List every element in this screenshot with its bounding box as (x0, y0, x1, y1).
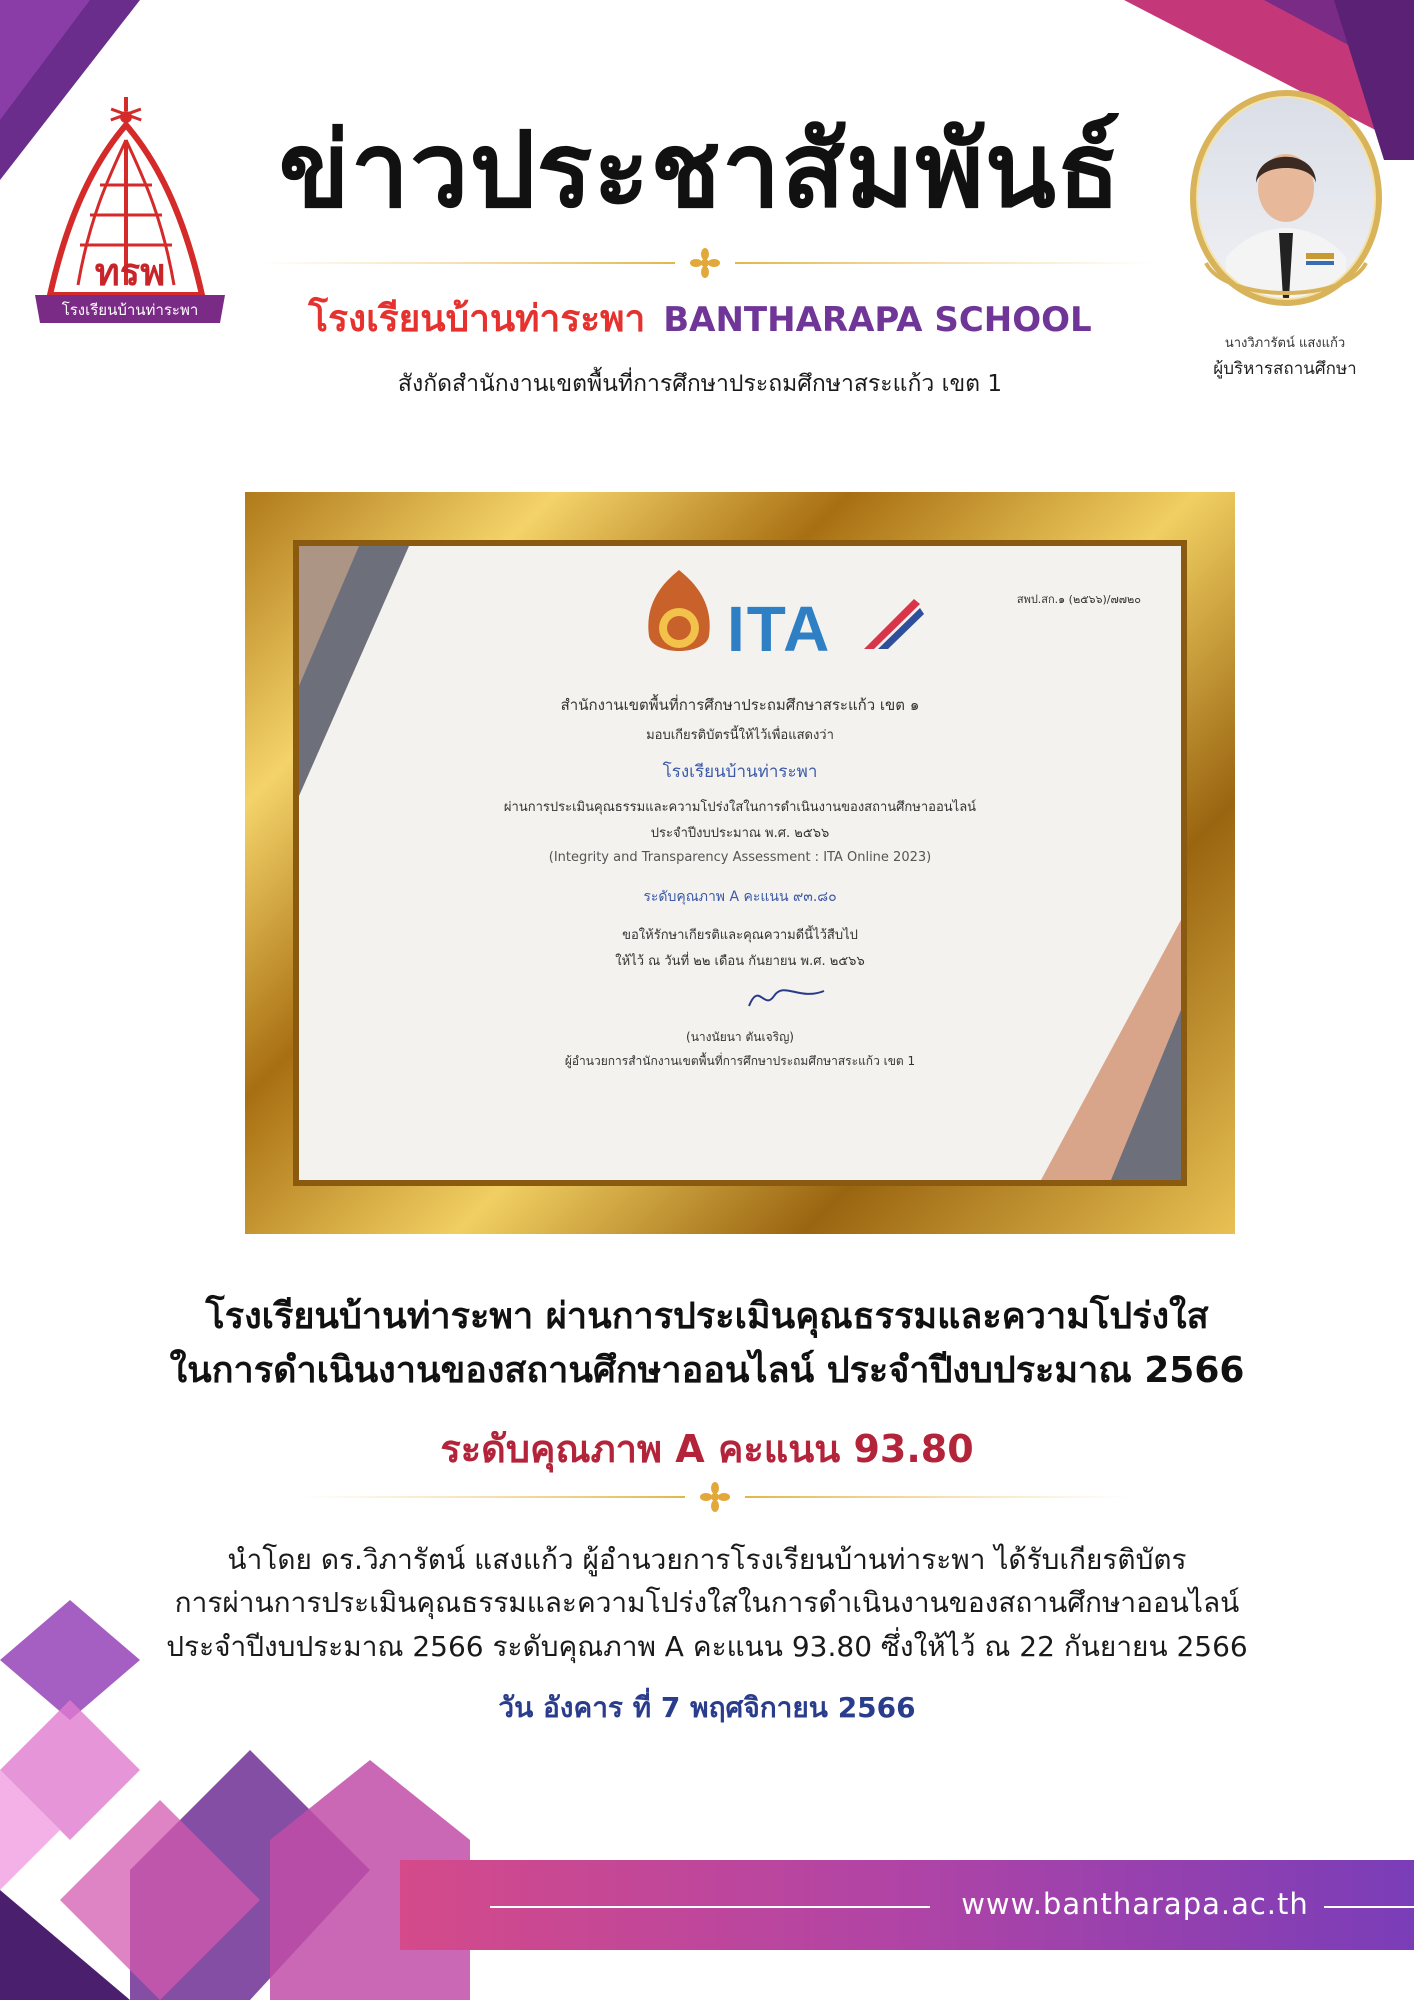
certificate-intro: มอบเกียรติบัตรนี้ให้ไว้เพื่อแสดงว่า (646, 728, 834, 743)
certificate-score: ระดับคุณภาพ A คะแนน ๙๓.๘๐ (643, 889, 837, 905)
website-link[interactable]: www.bantharapa.ac.th (961, 1887, 1309, 1921)
school-logo (30, 95, 230, 340)
certificate-ref: สพป.สก.๑ (๒๕๖๖)/๗๗๒๐ (1016, 593, 1141, 606)
ornament-divider-2 (300, 1482, 1130, 1512)
news-date: วัน อังคาร ที่ 7 พฤศจิกายน 2566 (498, 1691, 916, 1724)
headline-result: ระดับคุณภาพ A คะแนน 93.80 (440, 1427, 974, 1471)
certificate-signer: (นางนัยนา ตันเจริญ) (686, 1030, 794, 1044)
certificate-issuer: สำนักงานเขตพื้นที่การศึกษาประถมศึกษาสระแก้ว เขต ๑ (560, 696, 920, 714)
ita-logo: ITA (727, 593, 832, 665)
certificate (299, 546, 1181, 1180)
logo-ribbon-text: โรงเรียนบ้านท่าระพา (61, 301, 199, 319)
body-line1: นำโดย ดร.วิภารัตน์ แสงแก้ว ผู้อำนวยการโรงเรียนบ้านท่าระพา ได้รับเกียรติบัตร (227, 1543, 1187, 1576)
certificate-date: ให้ไว้ ณ วันที่ ๒๒ เดือน กันยายน พ.ศ. ๒๕๖๖ (615, 954, 865, 969)
director-portrait (1186, 88, 1386, 318)
logo-monogram: ทรพ (94, 249, 166, 294)
school-name-line (250, 297, 1150, 340)
school-name-en: BANTHARAPA SCHOOL (663, 300, 1092, 340)
school-affiliation: สังกัดสำนักงานเขตพื้นที่การศึกษาประถมศึกษาสระแก้ว เขต 1 (397, 371, 1003, 397)
news-body (40, 1538, 1374, 1668)
certificate-line4: ผ่านการประเมินคุณธรรมและความโปร่งใสในการดำเนินงานของสถานศึกษาออนไลน์ (503, 800, 977, 815)
headline-line2: ในการดำเนินงานของสถานศึกษาออนไลน์ ประจำปีงบประมาณ 2566 (169, 1350, 1245, 1391)
gold-frame (245, 492, 1235, 1234)
page-title: ข่าวประชาสัมพันธ์ (278, 109, 1122, 231)
news-headline (40, 1290, 1374, 1398)
certificate-line8: ขอให้รักษาเกียรติและคุณความดีนี้ไว้สืบไป (622, 928, 858, 943)
certificate-signer-title: ผู้อำนวยการสำนักงานเขตพื้นที่การศึกษาประถมศึกษาสระแก้ว เขต 1 (564, 1054, 916, 1068)
footer-divider-right (1324, 1906, 1414, 1908)
signature-icon (729, 976, 829, 1016)
school-name-th: โรงเรียนบ้านท่าระพา (308, 297, 646, 340)
ornament-divider (255, 248, 1155, 278)
headline-line1: โรงเรียนบ้านท่าระพา ผ่านการประเมินคุณธรรมและความโปร่งใส (205, 1296, 1209, 1337)
certificate-recipient: โรงเรียนบ้านท่าระพา (662, 762, 818, 782)
certificate-line5: ประจำปีงบประมาณ พ.ศ. ๒๕๖๖ (650, 826, 830, 841)
footer-divider-left (490, 1906, 930, 1908)
obec-seal-icon (639, 566, 719, 666)
certificate-photo (245, 492, 1235, 1234)
ita-swoosh-icon (854, 594, 934, 654)
director-title: ผู้บริหารสถานศึกษา (1213, 359, 1357, 379)
director-name: นางวิภารัตน์ แสงแก้ว (1224, 336, 1346, 351)
body-line2: การผ่านการประเมินคุณธรรมและความโปร่งใสในการดำเนินงานของสถานศึกษาออนไลน์ (174, 1586, 1240, 1620)
certificate-line6: (Integrity and Transparency Assessment : ITA Online 2023) (548, 850, 932, 865)
body-line3: ประจำปีงบประมาณ 2566 ระดับคุณภาพ A คะแนน 93.80 ซึ่งให้ไว้ ณ 22 กันยายน 2566 (166, 1629, 1248, 1663)
